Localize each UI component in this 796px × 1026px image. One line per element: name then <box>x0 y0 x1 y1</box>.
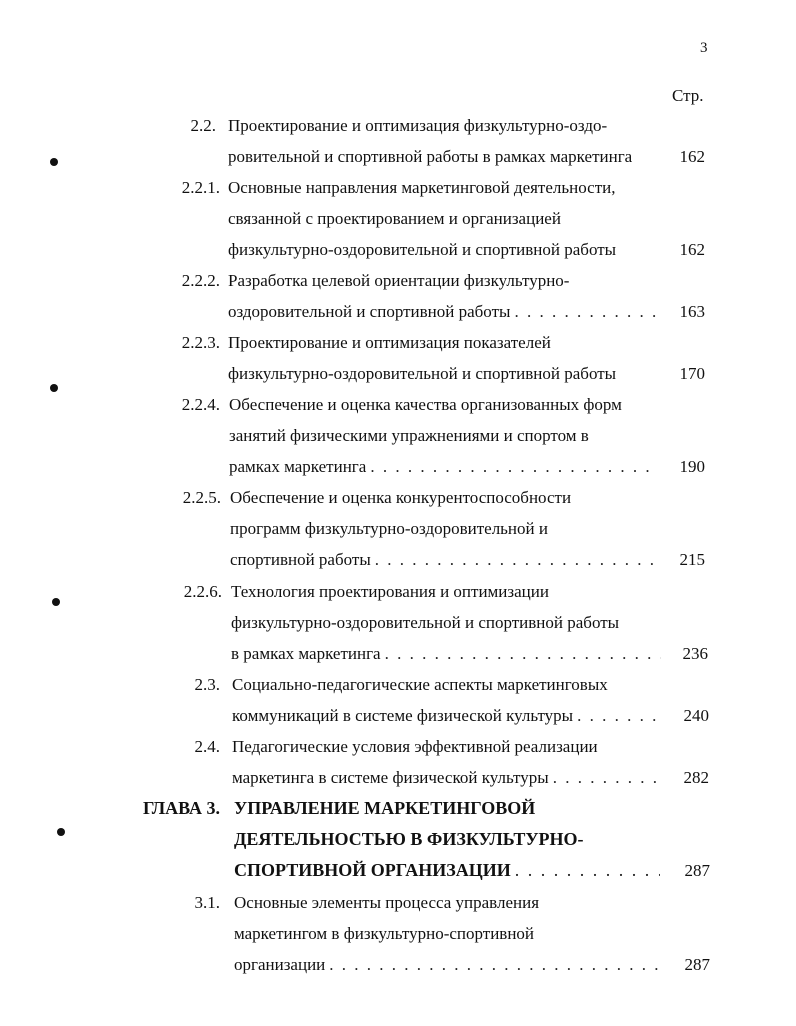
dot-leader <box>371 544 660 575</box>
toc-entry-number: 2.3. <box>194 675 220 694</box>
toc-entry <box>0 265 796 327</box>
toc-entry-number: 2.4. <box>194 737 220 756</box>
toc-entry-line: Разработка целевой ориентации физкультурно- <box>228 271 570 290</box>
toc-entry <box>0 172 796 265</box>
toc-entry-line: Проектирование и оптимизация показателей <box>228 333 551 352</box>
toc-entry-line: рамках маркетинга <box>229 457 367 476</box>
toc-entry-line: физкультурно-оздоровительной и спортивной работы <box>231 613 620 632</box>
toc-entry-number: 2.2.6. <box>183 582 222 601</box>
toc-entry-line: Проектирование и оптимизация физкультурно-оздо- <box>228 116 608 135</box>
toc-entry-line: Педагогические условия эффективной реализации <box>232 737 598 756</box>
toc-entry-line: организации <box>234 955 326 974</box>
toc-entry <box>0 482 796 575</box>
toc-entry-line: связанной с проектированием и организацией <box>228 209 561 228</box>
dot-leader <box>549 762 660 793</box>
toc-entry-page: 162 <box>679 240 705 259</box>
toc-entry-line: оздоровительной и спортивной работы <box>228 302 511 321</box>
toc-entry-line: ровительной и спортивной работы в рамках маркетинга <box>228 147 633 166</box>
pages-column-header: Стр. <box>672 86 704 105</box>
toc-entry <box>0 887 796 980</box>
toc-chapter-line: СПОРТИВНОЙ ОРГАНИЗАЦИИ <box>234 860 511 880</box>
toc-entry-line: Технология проектирования и оптимизации <box>231 582 549 601</box>
toc-entry-page: 162 <box>679 147 705 166</box>
toc-entry-line: физкультурно-оздоровительной и спортивной работы <box>228 240 617 259</box>
toc-entry <box>0 731 796 793</box>
toc-entry-line: Основные элементы процесса управления <box>234 893 540 912</box>
toc-entry-page: 236 <box>682 644 708 663</box>
toc-entry-page: 287 <box>684 955 710 974</box>
toc-entry-number: 3.1. <box>194 893 220 912</box>
toc-entry-number: 2.2.5. <box>182 488 221 507</box>
toc-chapter-number: ГЛАВА 3. <box>142 798 220 818</box>
toc-entry-page: 287 <box>684 861 710 880</box>
toc-entry-page: 163 <box>679 302 705 321</box>
toc-entry <box>0 110 796 172</box>
toc-entry-number: 2.2. <box>190 116 216 135</box>
toc-entry-page: 240 <box>683 706 709 725</box>
dot-leader <box>366 451 659 482</box>
toc-chapter-line: ДЕЯТЕЛЬНОСТЬЮ В ФИЗКУЛЬТУРНО- <box>234 829 584 849</box>
toc-entry-line: спортивной работы <box>230 550 371 569</box>
toc-entry-line: программ физкультурно-оздоровительной и <box>230 519 548 538</box>
toc-chapter-line: УПРАВЛЕНИЕ МАРКЕТИНГОВОЙ <box>234 798 536 818</box>
toc-entry-line: Обеспечение и оценка качества организованных форм <box>229 395 622 414</box>
toc-entry-line: занятий физическими упражнениями и спортом в <box>229 426 589 445</box>
toc-entry <box>0 669 796 731</box>
toc-entry-line: маркетинга в системе физической культуры <box>232 768 549 787</box>
page-number: 3 <box>700 40 708 56</box>
toc-entry-page: 215 <box>679 550 705 569</box>
toc-entry <box>0 327 796 389</box>
toc-entry-number: 2.2.4. <box>181 395 220 414</box>
toc-entry-page: 282 <box>683 768 709 787</box>
toc-entry-page: 170 <box>679 364 705 383</box>
dot-leader <box>325 949 660 980</box>
toc-entry <box>0 576 796 669</box>
toc-entry-page: 190 <box>679 457 705 476</box>
toc-entry-line: физкультурно-оздоровительной и спортивной работы <box>228 364 617 383</box>
dot-leader <box>511 855 660 886</box>
toc-entry-number: 2.2.1. <box>181 178 220 197</box>
dot-leader <box>573 700 660 731</box>
toc-entry-line: Социально-педагогические аспекты маркетинговых <box>232 675 608 694</box>
toc-entry-number: 2.2.2. <box>181 271 220 290</box>
dot-leader <box>510 296 658 327</box>
toc-entry <box>0 389 796 482</box>
toc-entry-line: коммуникаций в системе физической культуры <box>232 706 574 725</box>
toc-entry-line: маркетингом в физкультурно-спортивной <box>234 924 535 943</box>
dot-leader <box>381 638 661 669</box>
toc-chapter-entry <box>0 793 796 886</box>
toc-entry-line: в рамках маркетинга <box>231 644 381 663</box>
toc-entry-line: Основные направления маркетинговой деятельности, <box>228 178 616 197</box>
toc-entry-line: Обеспечение и оценка конкурентоспособности <box>230 488 572 507</box>
toc-entry-number: 2.2.3. <box>181 333 220 352</box>
